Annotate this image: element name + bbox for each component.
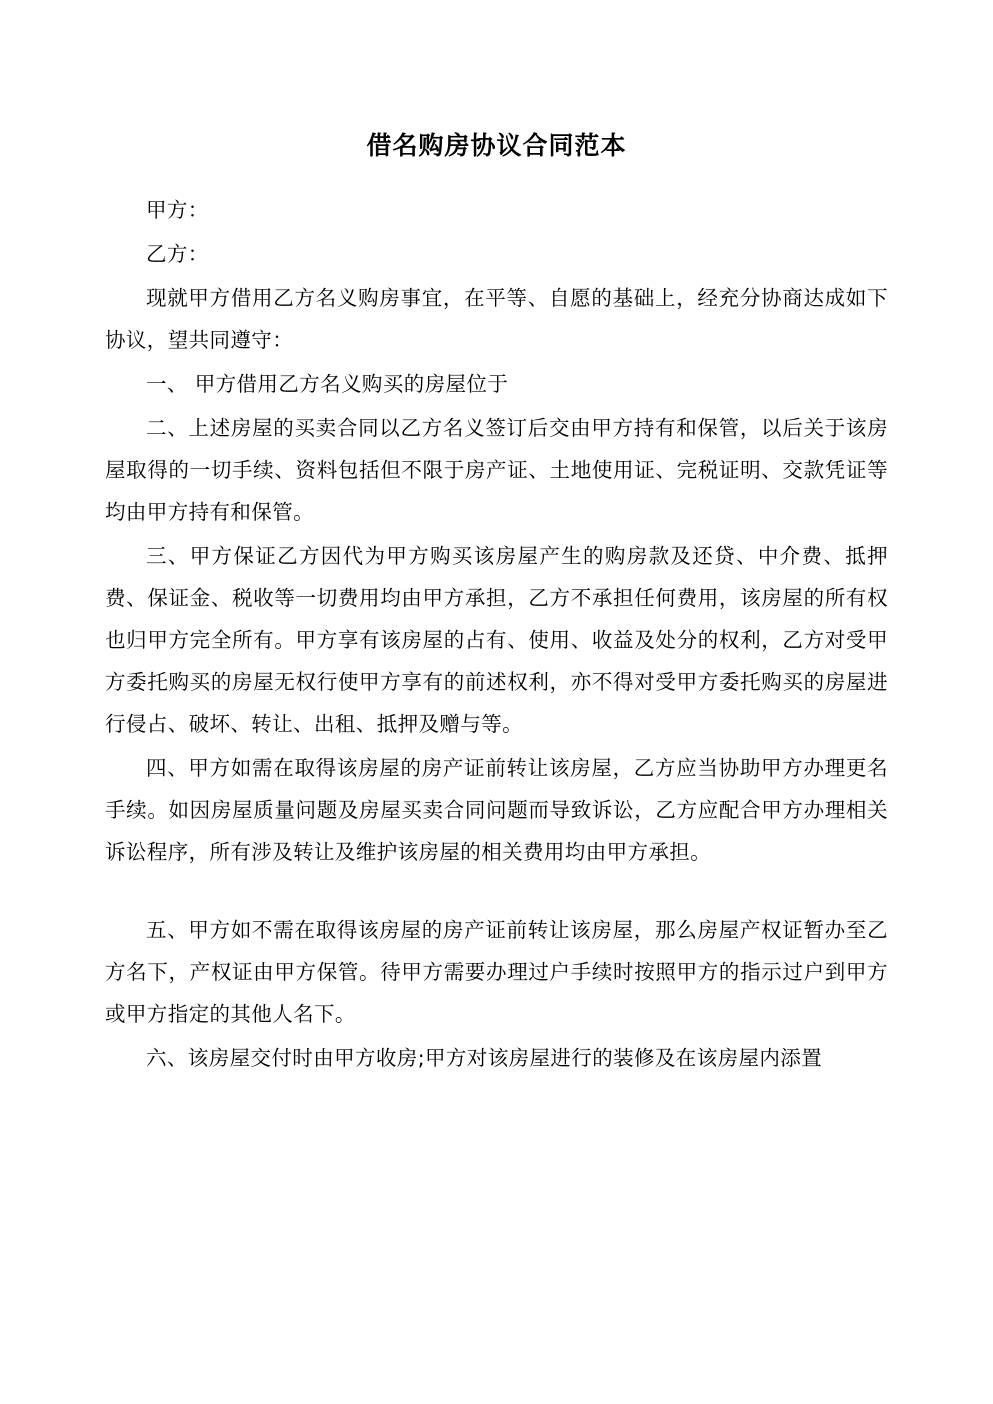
party-b-line: 乙方：	[146, 242, 209, 267]
page-title: 借名购房协议合同范本	[366, 131, 627, 160]
party-a-line: 甲方：	[146, 198, 209, 222]
clause-5-paragraph: 五、甲方如不需在取得该房屋的房产证前转让该房屋，那么房屋产权证暂办至乙方名下，产权证由甲方保管。待甲方需要办理过户手续时按照甲方的指示过户到甲方或甲方指定的其他人名下。	[105, 918, 888, 1027]
clause-1-paragraph: 一、 甲方借用乙方名义购买的房屋位于	[146, 372, 509, 397]
paragraph-gap	[105, 875, 888, 909]
clause-4-paragraph: 四、甲方如需在取得该房屋的房产证前转让该房屋，乙方应当协助甲方办理更名手续。如因房屋质量问题及房屋买卖合同问题而导致诉讼，乙方应配合甲方办理相关诉讼程序，所有涉及转让及维护该房屋的相关费用均由甲方承担。	[105, 756, 888, 865]
clause-2-paragraph: 二、上述房屋的买卖合同以乙方名义签订后交由甲方持有和保管，以后关于该房屋取得的一切手续、资料包括但不限于房产证、土地使用证、完税证明、交款凭证等均由甲方持有和保管。	[105, 416, 888, 525]
preamble-paragraph: 现就甲方借用乙方名义购房事宜，在平等、自愿的基础上，经充分协商达成如下协议，望共同遵守：	[105, 286, 888, 353]
clause-6-paragraph: 六、该房屋交付时由甲方收房;甲方对该房屋进行的装修及在该房屋内添置	[146, 1046, 823, 1071]
clause-3-paragraph: 三、甲方保证乙方因代为甲方购买该房屋产生的购房款及还贷、中介费、抵押费、保证金、税收等一切费用均由甲方承担，乙方不承担任何费用，该房屋的所有权也归甲方完全所有。甲方享有该房屋的占有、使用、收益及处分的权利，乙方对受甲方委托购买的房屋无权行使甲方享有的前述权利，亦不得对受甲方委托购买的房屋进行侵占、破坏、转让、出租、抵押及赠与等。	[105, 544, 888, 737]
